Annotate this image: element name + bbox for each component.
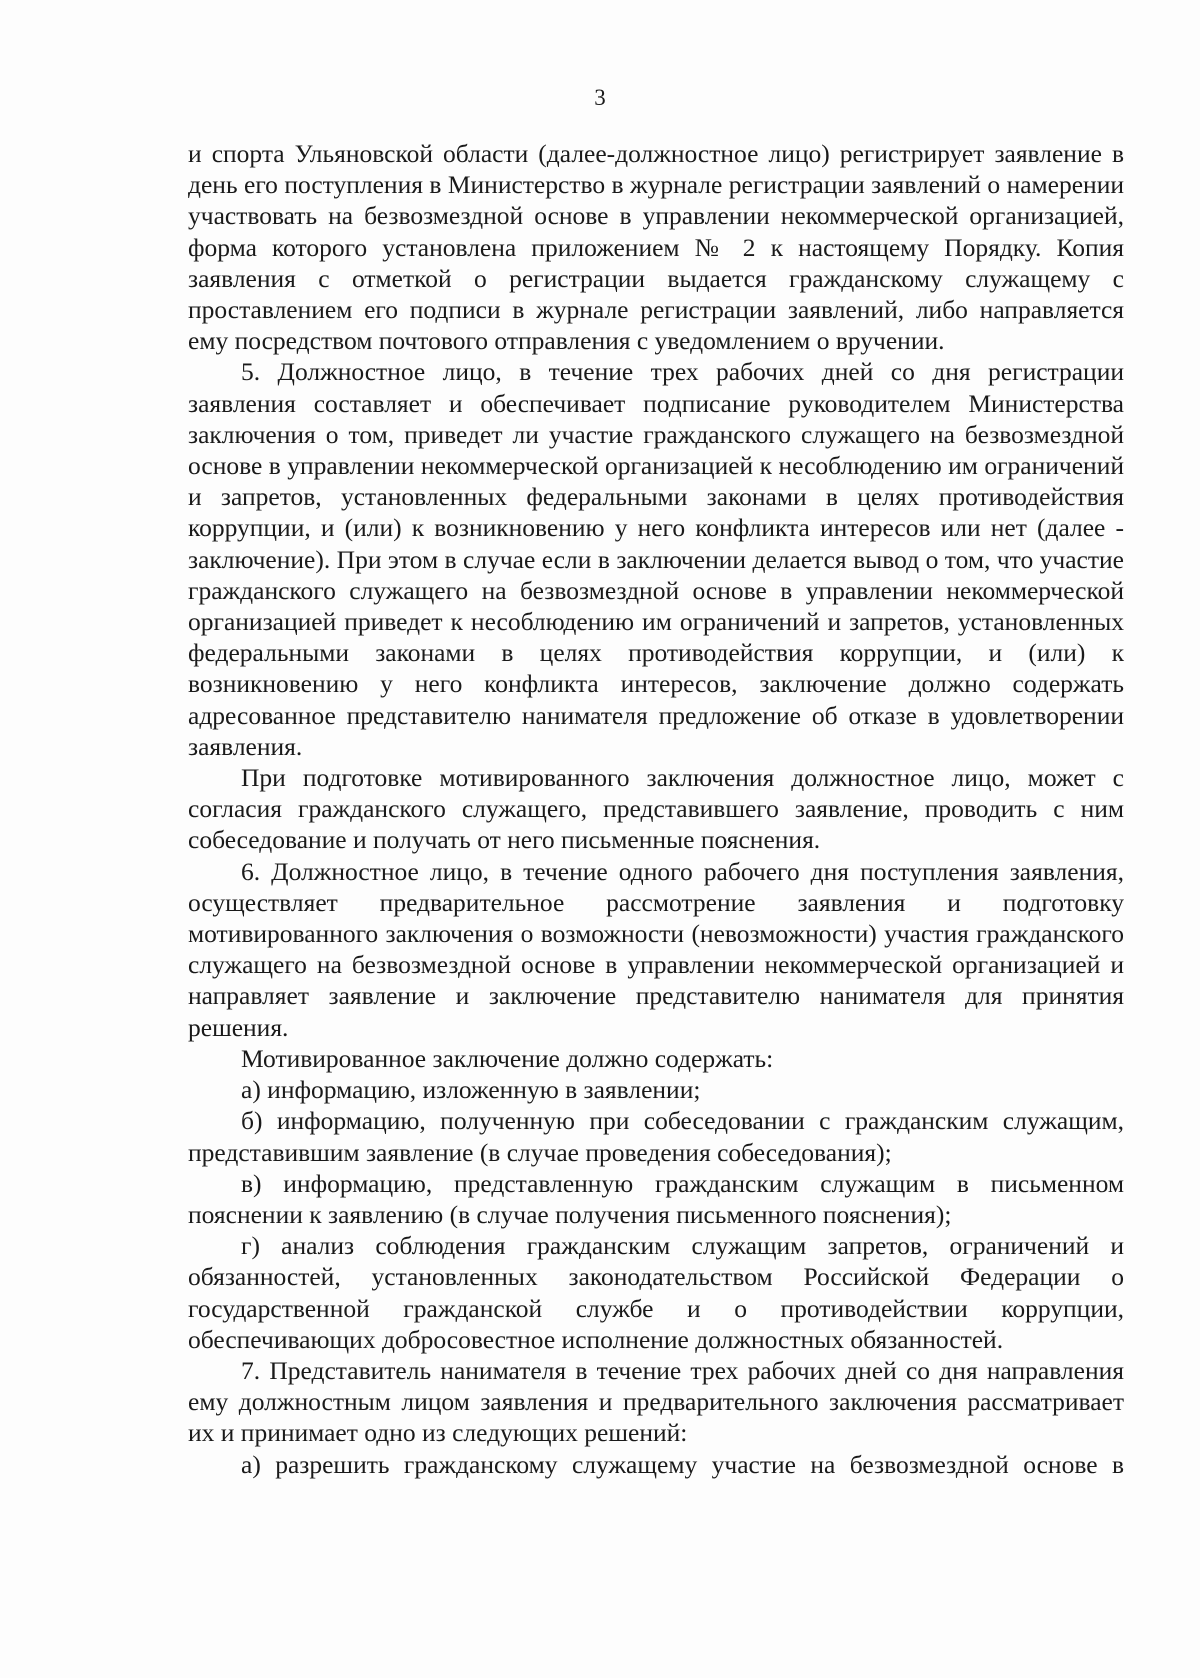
decision-item-a: а) разрешить гражданскому служащему участие на безвозмездной основе в	[241, 1449, 1124, 1479]
paragraph-conclusion-contents: Мотивированное заключение должно содержать:	[241, 1043, 774, 1073]
list-item-b: б) информацию, полученную при собеседовании с гражданским служащим, представившим заявление (в случае проведения собеседования);	[188, 1106, 1124, 1167]
paragraph-continuation: и спорта Ульяновской области (далее-должностное лицо) регистрирует заявление в день его поступления в Министерство в журнале регистрации заявлений о намерении участвовать на безвозмездной основе в управлении некоммерческой организацией, форма которого установлена приложением № 2 к настоящему Порядку. Копия заявления с отметкой о регистрации выдается гражданскому служащему с проставлением его подписи в журнале регистрации заявлений, либо направляется ему посредством почтового отправления с уведомлением о вручении.	[188, 139, 1124, 356]
list-item-g: г) анализ соблюдения гражданским служащим запретов, ограничений и обязанностей, установленных законодательством Российской Федерации о государственной гражданской службе и о противодействии коррупции, обеспечивающих добросовестное исполнение должностных обязанностей.	[188, 1231, 1124, 1354]
list-item-v: в) информацию, представленную гражданским служащим в письменном пояснении к заявлению (в случае получения письменного пояснения);	[188, 1168, 1124, 1229]
list-item-a: а) информацию, изложенную в заявлении;	[241, 1075, 701, 1105]
paragraph-interview: При подготовке мотивированного заключения должностное лицо, может с согласия гражданского служащего, представившего заявление, проводить с ним собеседование и получать от него письменные пояснения.	[188, 763, 1124, 855]
page-number: 3	[594, 85, 606, 110]
paragraph-item-5: 5. Должностное лицо, в течение трех рабочих дней со дня регистрации заявления составляет и обеспечивает подписание руководителем Министерства заключения о том, приведет ли участие гражданского служащего на безвозмездной основе в управлении некоммерческой организацией к несоблюдению им ограничений и запретов, установленных федеральными законами в целях противодействия коррупции, и (или) к возникновению у него конфликта интересов или нет (далее - заключение). При этом в случае если в заключении делается вывод о том, что участие гражданского служащего на безвозмездной основе в управлении некоммерческой организацией приведет к несоблюдению им ограничений и запретов, установленных федеральными законами в целях противодействия коррупции, и (или) к возникновению у него конфликта интересов, заключение должно содержать адресованное представителю нанимателя предложение об отказе в удовлетворении заявления.	[188, 357, 1124, 761]
paragraph-item-6: 6. Должностное лицо, в течение одного рабочего дня поступления заявления, осуществляет предварительное рассмотрение заявления и подготовку мотивированного заключения о возможности (невозможности) участия гражданского служащего на безвозмездной основе в управлении некоммерческой организацией и направляет заявление и заключение представителю нанимателя для принятия решения.	[188, 856, 1124, 1042]
paragraph-item-7: 7. Представитель нанимателя в течение трех рабочих дней со дня направления ему должностным лицом заявления и предварительного заключения рассматривает их и принимает одно из следующих решений:	[188, 1355, 1124, 1448]
document-body	[188, 138, 1124, 1480]
